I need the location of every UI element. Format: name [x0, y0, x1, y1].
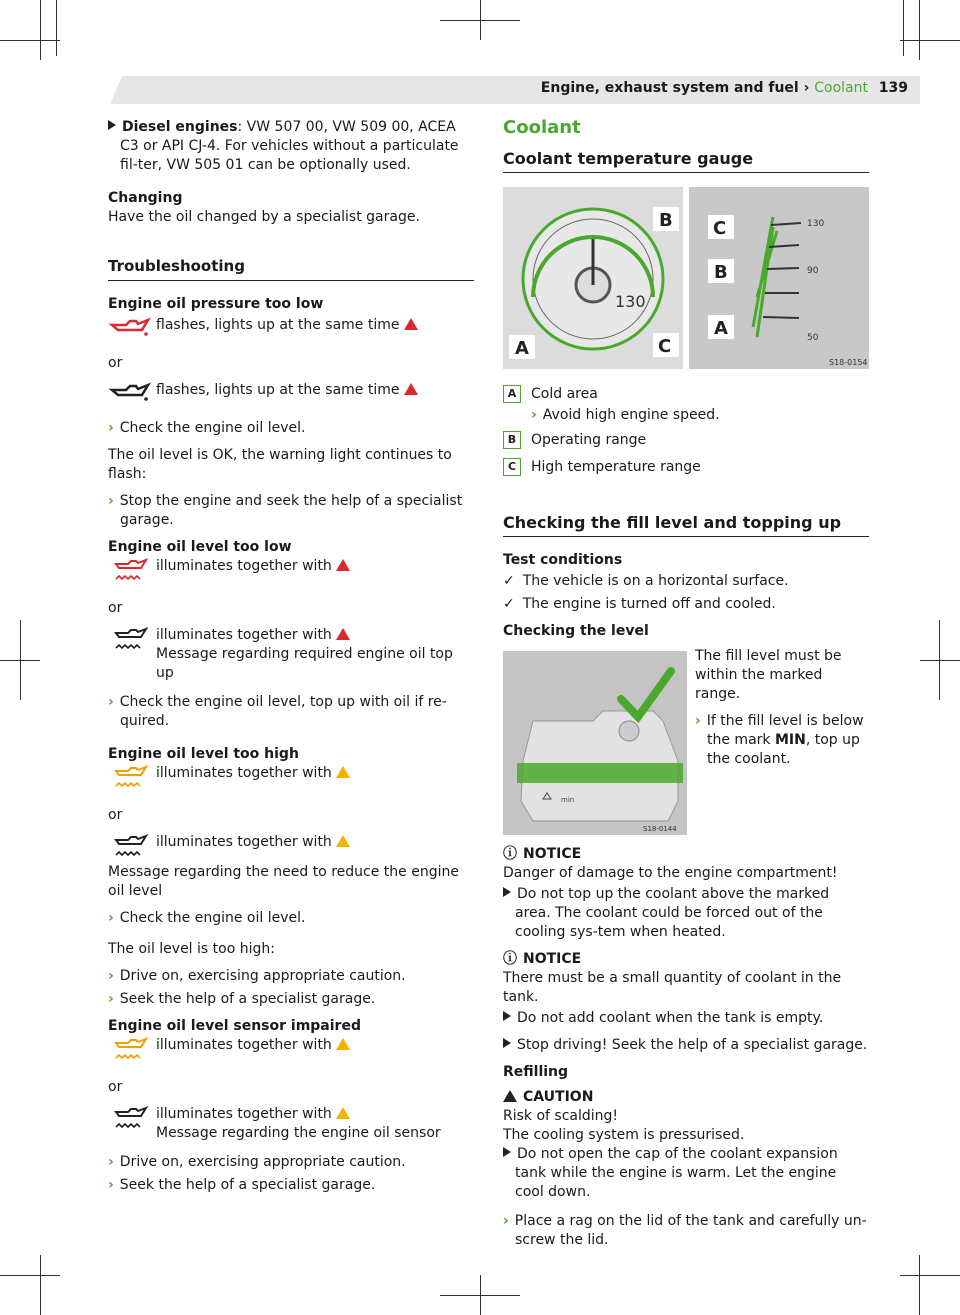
- check-oil-item: › Check the engine oil level.: [108, 910, 306, 926]
- crop-mark: [40, 1255, 41, 1315]
- stop-engine-text: Stop the engine and seek the help of a specialist garage.: [119, 493, 463, 528]
- callout-c: [708, 215, 734, 239]
- illuminates-text: illuminates together with: [156, 1037, 332, 1053]
- stop-engine-item: › Stop the engine and seek the help of a specialist garage.: [108, 493, 463, 528]
- notice-icon: ⓘ: [503, 951, 517, 967]
- drive-on-text: Drive on, exercising appropriate caution.: [119, 968, 406, 984]
- bullet-triangle-icon: [108, 120, 116, 130]
- legend-sub: › Avoid high engine speed.: [531, 407, 720, 423]
- svg-text:B: B: [714, 262, 728, 283]
- illuminates-text: illuminates together with: [156, 1106, 332, 1122]
- condition-item: [503, 572, 869, 591]
- or-text: or: [108, 600, 123, 616]
- refilling-heading: Refilling: [503, 1064, 569, 1080]
- gauge-legend: [503, 385, 869, 477]
- warning-triangle-icon: [336, 766, 350, 778]
- notice-item-text: Stop driving! Seek the help of a specialist garage.: [517, 1037, 868, 1053]
- notice-item: [503, 885, 869, 942]
- fill-below-text: , top up the coolant.: [707, 732, 860, 767]
- notice-item: [503, 1036, 869, 1055]
- illuminates-text: illuminates together with: [156, 834, 332, 850]
- fill-must-text: The fill level must be within the marked range.: [695, 648, 842, 702]
- svg-text:A: A: [714, 318, 728, 339]
- header-chapter[interactable]: Coolant: [814, 80, 868, 96]
- diesel-text: : VW 507 00, VW 509 00, ACEA C3 or API CJ-4. For vehicles without a particulate fil-ter, VW 505 01 can be optionally used.: [120, 119, 459, 173]
- caution-item: [503, 1145, 869, 1202]
- legend-key: A: [503, 385, 521, 403]
- diesel-paragraph: [108, 118, 474, 175]
- legend-sub-text: Avoid high engine speed.: [542, 407, 720, 423]
- legend-item: [503, 458, 869, 477]
- notice-2: [503, 950, 869, 1055]
- page-number: 139: [878, 80, 908, 96]
- test-conditions: Test conditions: [503, 552, 623, 568]
- warning-triangle-icon: [404, 318, 418, 330]
- fill-text: [695, 647, 869, 835]
- oil-level-icon: [108, 833, 156, 865]
- or-text: or: [108, 807, 123, 823]
- page-header: [541, 80, 868, 96]
- warning-triangle-icon: [336, 1107, 350, 1119]
- oil-ok-text: The oil level is OK, the warning light continues to flash:: [108, 447, 452, 482]
- notice-item-text: Do not add coolant when the tank is empty.: [517, 1010, 824, 1026]
- notice-icon: ⓘ: [503, 846, 517, 862]
- place-rag-item: › Place a rag on the lid of the tank and carefully un-screw the lid.: [503, 1213, 867, 1248]
- crop-mark: [903, 0, 904, 56]
- legend-item: [503, 385, 869, 404]
- troubleshooting-heading: Troubleshooting: [108, 257, 474, 281]
- oil-level-icon: [108, 557, 156, 589]
- legend-text: High temperature range: [531, 459, 701, 475]
- illuminates-text: illuminates together with: [156, 765, 332, 781]
- svg-text:A: A: [515, 338, 529, 359]
- warning-row: [108, 626, 474, 683]
- fill-heading: Checking the fill level and topping up: [503, 513, 869, 537]
- bullet-triangle-icon: [503, 1011, 511, 1021]
- crop-mark: [20, 620, 21, 700]
- tank-min-label: min: [561, 796, 575, 804]
- sensor-title: Engine oil level sensor impaired: [108, 1018, 361, 1034]
- caution-item-text: Do not open the cap of the coolant expansion tank while the engine is warm. Let the engine cool down.: [515, 1146, 838, 1200]
- bullet-triangle-icon: [503, 1147, 511, 1157]
- or-text: or: [108, 1079, 123, 1095]
- figure-code: S18-0154: [829, 358, 868, 367]
- bullet-triangle-icon: [503, 887, 511, 897]
- warning-row: [108, 833, 474, 865]
- svg-text:C: C: [658, 336, 672, 357]
- svg-text:B: B: [659, 210, 673, 231]
- coolant-tank-illustration: [503, 651, 687, 835]
- changing-text: Have the oil changed by a specialist garage.: [108, 209, 420, 225]
- notice-item-text: Do not top up the coolant above the marked area. The coolant could be forced out of the cooling sys-tem when heated.: [515, 886, 830, 940]
- warning-triangle-icon: [336, 628, 350, 640]
- check-oil-text: Check the engine oil level.: [119, 420, 306, 436]
- legend-item: [503, 431, 869, 450]
- message-text: Message regarding the engine oil sensor: [156, 1125, 441, 1141]
- right-column: [503, 118, 869, 1258]
- notice-heading: ⓘ NOTICE: [503, 951, 582, 967]
- tank-figure: [503, 651, 687, 835]
- crop-mark: [480, 0, 481, 40]
- crop-mark: [900, 1275, 960, 1276]
- condition-item: [503, 595, 869, 614]
- crop-mark: [40, 0, 41, 60]
- oil-can-icon: [108, 381, 156, 409]
- crop-mark: [900, 40, 960, 41]
- legend-text: Cold area: [531, 386, 598, 402]
- oil-level-icon: [108, 1036, 156, 1068]
- pressure-title: Engine oil pressure too low: [108, 296, 324, 312]
- warning-row: [108, 557, 474, 589]
- oil-level-icon: [108, 764, 156, 796]
- gauge-right-number: 130: [807, 219, 825, 229]
- seek-help-text: Seek the help of a specialist garage.: [119, 1177, 376, 1193]
- message-text: Message regarding the need to reduce the engine oil level: [108, 864, 459, 899]
- flashes-text: flashes, lights up at the same time: [156, 382, 400, 398]
- caution-block: [503, 1088, 869, 1202]
- min-mark: MIN: [774, 732, 806, 748]
- fill-below-item: › If the fill level is below the mark MIN, top up the coolant.: [695, 713, 864, 767]
- crop-mark: [480, 1275, 481, 1315]
- gauge-right-number: 50: [807, 333, 819, 343]
- check-topup-item: › Check the engine oil level, top up with oil if re-quired.: [108, 694, 447, 729]
- check-icon: ✓: [503, 596, 515, 612]
- gauge-illustration: [503, 187, 869, 369]
- caution-text: The cooling system is pressurised.: [503, 1127, 745, 1143]
- callout-c: [653, 333, 679, 357]
- illuminates-text: illuminates together with: [156, 627, 332, 643]
- notice-text: Danger of damage to the engine compartment!: [503, 865, 838, 881]
- drive-on-item: › Drive on, exercising appropriate caution.: [108, 968, 406, 984]
- legend-text: Operating range: [531, 432, 647, 448]
- gauge-right-number: 90: [807, 266, 819, 276]
- callout-a: [708, 315, 734, 339]
- check-icon: ✓: [503, 573, 515, 589]
- warning-triangle-icon: [336, 1038, 350, 1050]
- low-title: Engine oil level too low: [108, 539, 292, 555]
- svg-text:C: C: [713, 218, 727, 239]
- gauge-left-number: 130: [615, 292, 646, 311]
- seek-help-item: › Seek the help of a specialist garage.: [108, 991, 376, 1007]
- seek-help-text: Seek the help of a specialist garage.: [119, 991, 376, 1007]
- caution-triangle-icon: [503, 1090, 517, 1102]
- gauge-figure: [503, 187, 869, 369]
- left-column: [108, 118, 474, 1203]
- legend-key: B: [503, 431, 521, 449]
- condition-text: The vehicle is on a horizontal surface.: [522, 573, 789, 589]
- callout-b: [708, 259, 734, 283]
- callout-a: [509, 335, 535, 359]
- check-oil-text: Check the engine oil level.: [119, 910, 306, 926]
- crop-mark: [0, 40, 60, 41]
- or-text: or: [108, 355, 123, 371]
- crop-mark: [919, 0, 920, 60]
- crop-mark: [919, 1255, 920, 1315]
- crop-mark: [920, 660, 960, 661]
- header-section: Engine, exhaust system and fuel: [540, 80, 799, 96]
- section-title: Coolant: [503, 117, 581, 138]
- high-title: Engine oil level too high: [108, 746, 299, 762]
- notice-text: There must be a small quantity of coolant in the tank.: [503, 970, 842, 1005]
- header-separator: ›: [798, 80, 815, 96]
- crop-mark: [0, 1275, 60, 1276]
- condition-text: The engine is turned off and cooled.: [522, 596, 776, 612]
- fill-below-text: If the fill level is below the mark: [706, 713, 864, 748]
- oil-can-icon: [108, 316, 156, 344]
- drive-on-item: › Drive on, exercising appropriate caution.: [108, 1154, 406, 1170]
- check-oil-item: › Check the engine oil level.: [108, 420, 306, 436]
- seek-help-item: › Seek the help of a specialist garage.: [108, 1177, 376, 1193]
- crop-mark: [939, 620, 940, 700]
- caution-heading: CAUTION: [503, 1088, 869, 1107]
- legend-key: C: [503, 458, 521, 476]
- place-rag-text: Place a rag on the lid of the tank and carefully un-screw the lid.: [514, 1213, 867, 1248]
- warning-row: [108, 381, 474, 409]
- changing-title: Changing: [108, 190, 183, 206]
- warning-row: [108, 1036, 474, 1068]
- oil-level-icon: [108, 1105, 156, 1137]
- warning-triangle-icon: [336, 559, 350, 571]
- drive-on-text: Drive on, exercising appropriate caution.: [119, 1154, 406, 1170]
- crop-mark: [56, 0, 57, 56]
- caution-text: Risk of scalding!: [503, 1108, 619, 1124]
- checking-level: Checking the level: [503, 623, 649, 639]
- warning-row: [108, 316, 474, 344]
- warning-triangle-icon: [336, 835, 350, 847]
- oil-level-icon: [108, 626, 156, 658]
- diesel-label: Diesel engines: [122, 119, 238, 135]
- warning-row: [108, 764, 474, 796]
- notice-item: [503, 1009, 869, 1028]
- message-text: Message regarding required engine oil top up: [156, 646, 453, 681]
- check-topup-text: Check the engine oil level, top up with oil if re-quired.: [119, 694, 447, 729]
- warning-triangle-icon: [404, 383, 418, 395]
- callout-b: [653, 207, 679, 231]
- too-high-text: The oil level is too high:: [108, 941, 275, 957]
- bullet-triangle-icon: [503, 1038, 511, 1048]
- notice-heading: ⓘ NOTICE: [503, 846, 582, 862]
- notice-1: [503, 845, 869, 942]
- fill-block: [503, 647, 869, 835]
- warning-row: [108, 1105, 474, 1143]
- figure-code: S18-0144: [643, 825, 677, 833]
- illuminates-text: illuminates together with: [156, 558, 332, 574]
- gauge-heading: Coolant temperature gauge: [503, 149, 869, 173]
- flashes-text: flashes, lights up at the same time: [156, 317, 400, 333]
